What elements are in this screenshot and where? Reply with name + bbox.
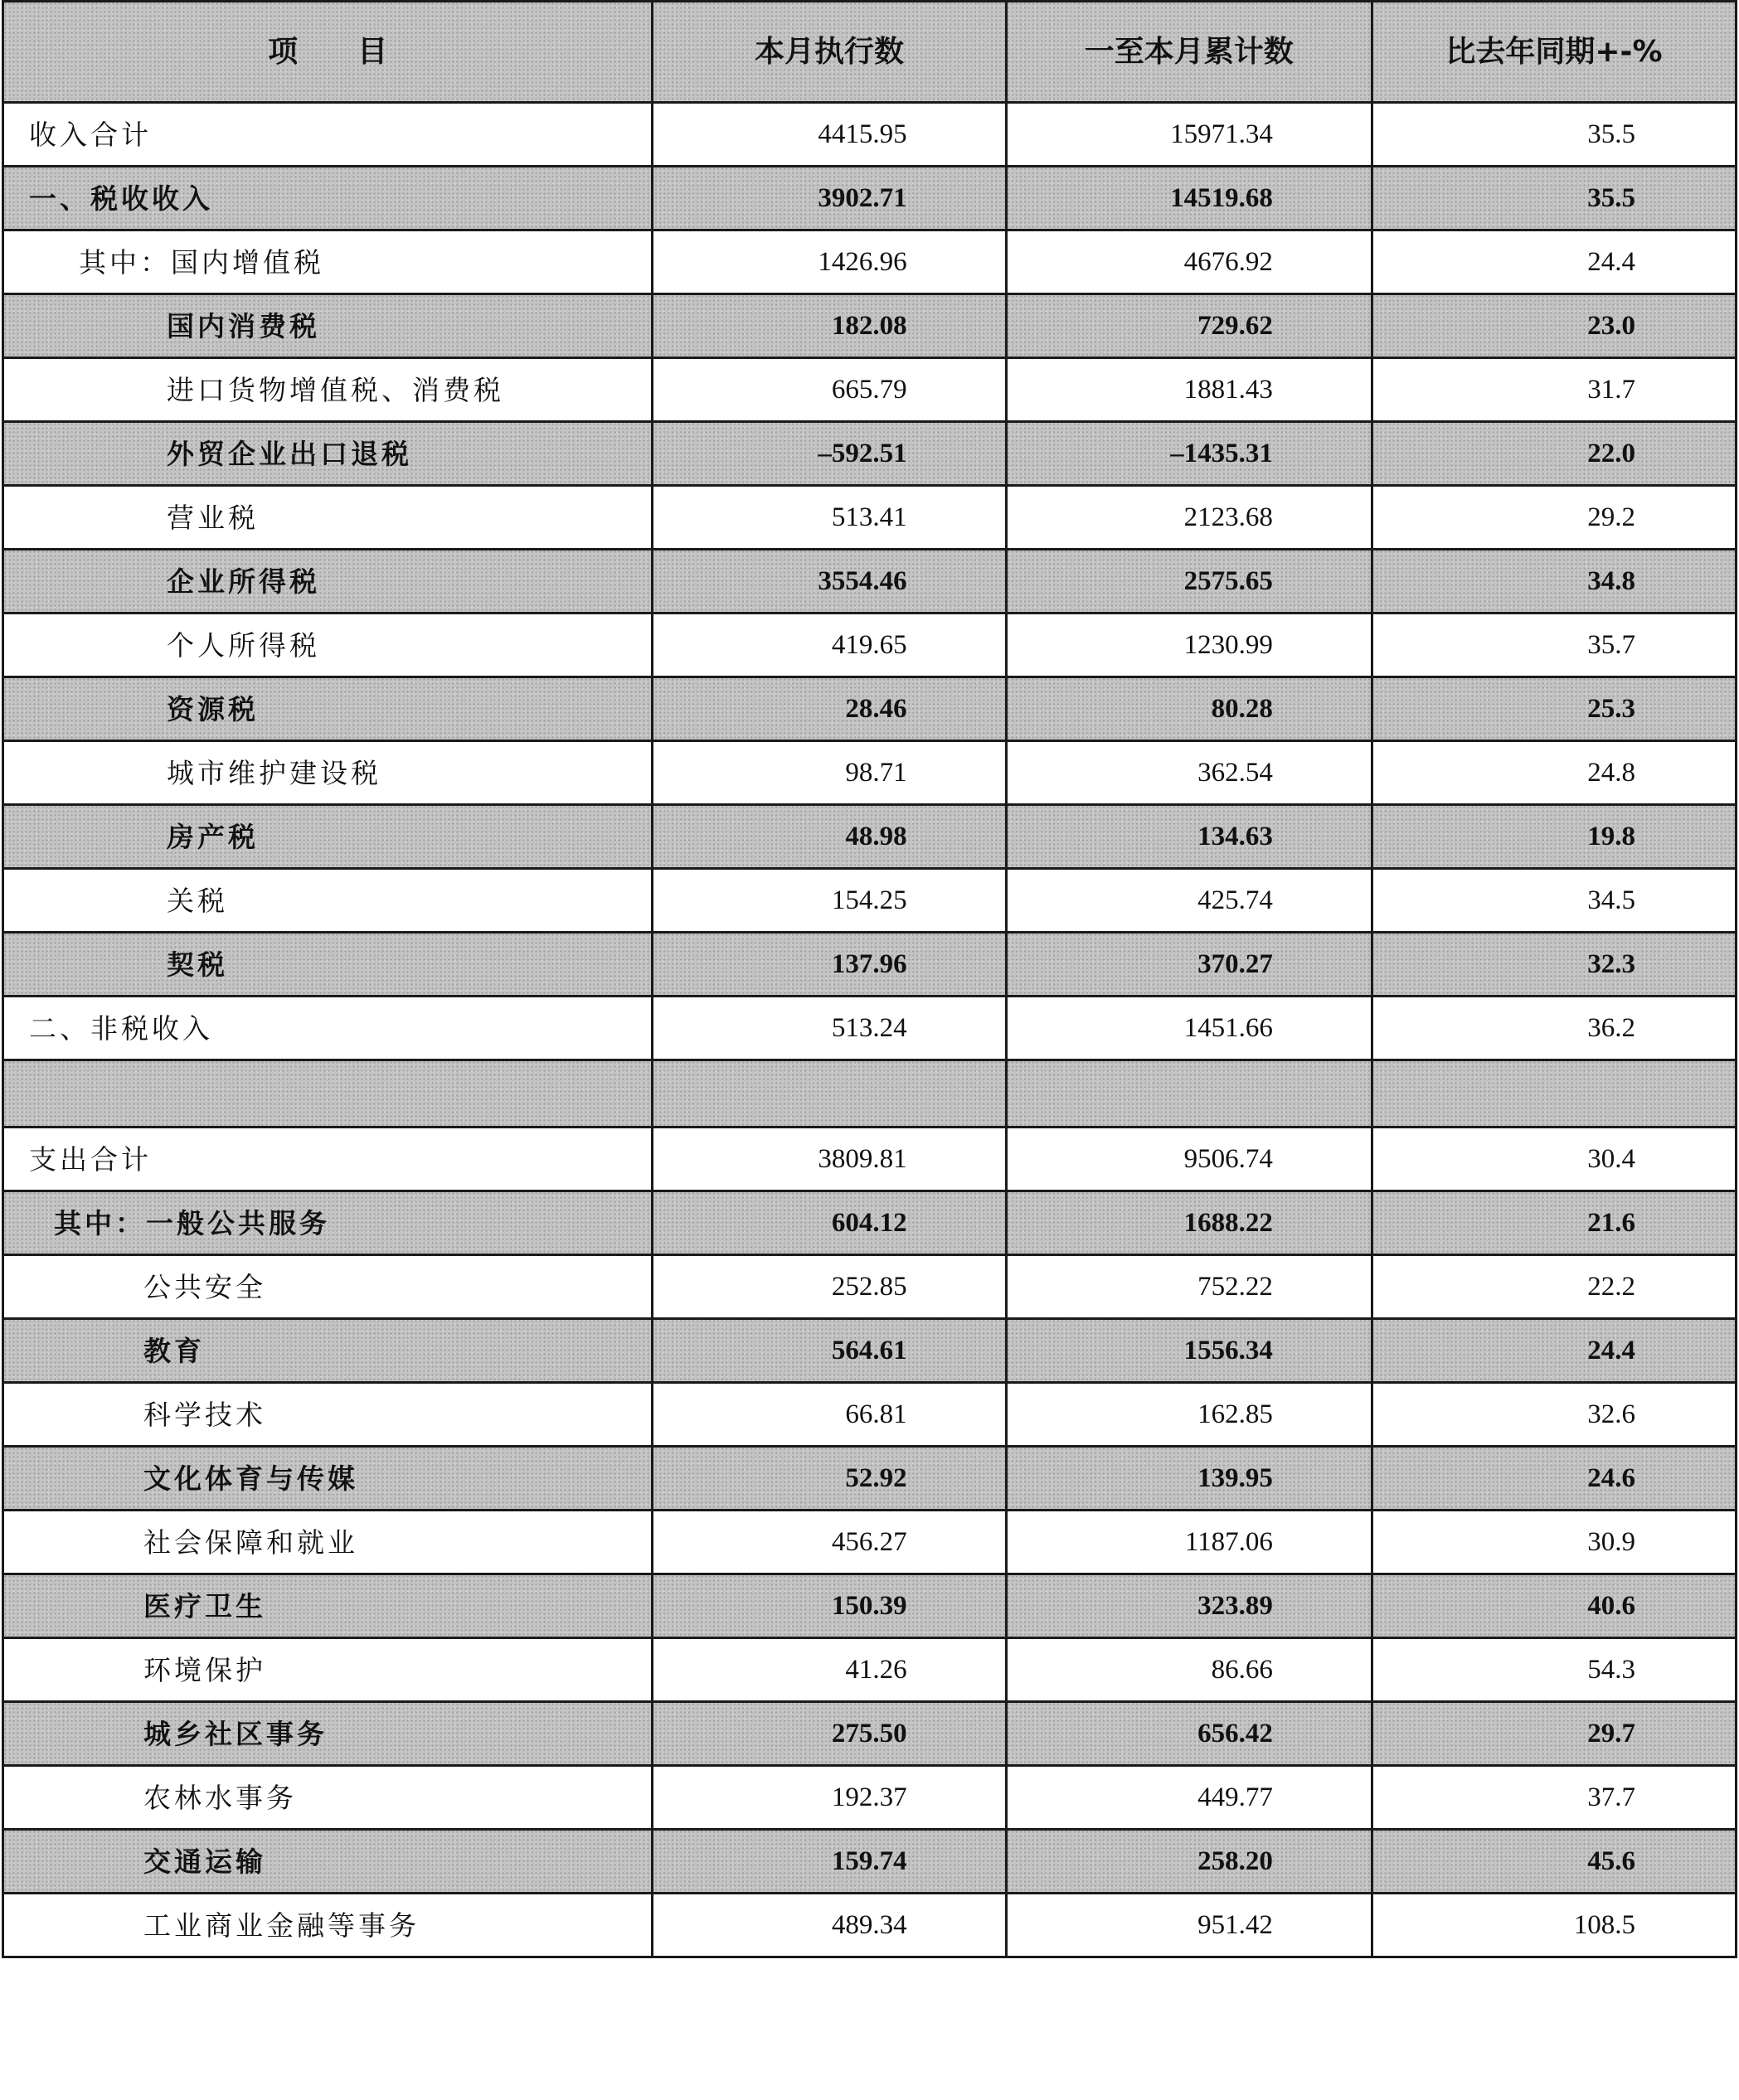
row-cumulative: 656.42 — [1006, 1702, 1372, 1766]
table-row — [3, 1894, 1737, 1957]
row-cumulative: 1556.34 — [1006, 1319, 1372, 1383]
table-row — [3, 1383, 1737, 1447]
row-name: 支出合计 — [3, 1128, 653, 1191]
row-month: 275.50 — [653, 1702, 1006, 1766]
row-name: 城乡社区事务 — [3, 1702, 653, 1766]
table-row — [3, 805, 1737, 869]
row-month: 66.81 — [653, 1383, 1006, 1447]
row-name: 契税 — [3, 933, 653, 997]
row-cumulative: 4676.92 — [1006, 230, 1372, 294]
row-month: 137.96 — [653, 933, 1006, 997]
row-yoy: 31.7 — [1372, 358, 1736, 422]
table-row — [3, 741, 1737, 805]
header-yoy: 比去年同期+-% — [1372, 2, 1736, 103]
row-name: 资源税 — [3, 677, 653, 741]
row-cumulative: 139.95 — [1006, 1447, 1372, 1511]
row-month: 513.41 — [653, 486, 1006, 550]
table-row — [3, 103, 1737, 167]
row-yoy: 22.0 — [1372, 422, 1736, 486]
row-cumulative: –1435.31 — [1006, 422, 1372, 486]
row-cumulative: 729.62 — [1006, 294, 1372, 358]
header-month: 本月执行数 — [653, 2, 1006, 103]
table-row — [3, 422, 1737, 486]
row-yoy: 21.6 — [1372, 1191, 1736, 1255]
table-row — [3, 997, 1737, 1060]
header-item: 项 目 — [3, 2, 653, 103]
row-name: 农林水事务 — [3, 1766, 653, 1830]
row-yoy: 35.5 — [1372, 167, 1736, 230]
row-cumulative: 15971.34 — [1006, 103, 1372, 167]
row-cumulative: 1187.06 — [1006, 1511, 1372, 1574]
row-cumulative: 86.66 — [1006, 1638, 1372, 1702]
row-yoy: 30.9 — [1372, 1511, 1736, 1574]
row-name: 教育 — [3, 1319, 653, 1383]
row-cumulative: 162.85 — [1006, 1383, 1372, 1447]
row-cumulative: 80.28 — [1006, 677, 1372, 741]
table-row — [3, 486, 1737, 550]
row-yoy: 24.6 — [1372, 1447, 1736, 1511]
row-month: 564.61 — [653, 1319, 1006, 1383]
row-name: 房产税 — [3, 805, 653, 869]
row-yoy: 25.3 — [1372, 677, 1736, 741]
row-month: 52.92 — [653, 1447, 1006, 1511]
table-row — [3, 1128, 1737, 1191]
row-yoy: 40.6 — [1372, 1574, 1736, 1638]
row-cumulative: 449.77 — [1006, 1766, 1372, 1830]
table-row — [3, 869, 1737, 933]
row-month: 150.39 — [653, 1574, 1006, 1638]
row-name: 社会保障和就业 — [3, 1511, 653, 1574]
row-yoy: 30.4 — [1372, 1128, 1736, 1191]
row-cumulative: 425.74 — [1006, 869, 1372, 933]
table-row-empty — [3, 1060, 1737, 1128]
row-month: 3809.81 — [653, 1128, 1006, 1191]
row-yoy: 35.5 — [1372, 103, 1736, 167]
row-month: 182.08 — [653, 294, 1006, 358]
row-name: 环境保护 — [3, 1638, 653, 1702]
row-yoy: 32.6 — [1372, 1383, 1736, 1447]
row-name: 交通运输 — [3, 1830, 653, 1894]
row-cumulative: 9506.74 — [1006, 1128, 1372, 1191]
row-yoy: 24.4 — [1372, 1319, 1736, 1383]
row-month: –592.51 — [653, 422, 1006, 486]
row-yoy: 45.6 — [1372, 1830, 1736, 1894]
row-cumulative: 1451.66 — [1006, 997, 1372, 1060]
table-row — [3, 1511, 1737, 1574]
row-yoy: 36.2 — [1372, 997, 1736, 1060]
row-yoy: 32.3 — [1372, 933, 1736, 997]
row-cumulative: 752.22 — [1006, 1255, 1372, 1319]
row-cumulative: 362.54 — [1006, 741, 1372, 805]
row-name: 文化体育与传媒 — [3, 1447, 653, 1511]
row-name: 关税 — [3, 869, 653, 933]
row-month: 513.24 — [653, 997, 1006, 1060]
row-name: 个人所得税 — [3, 614, 653, 677]
row-name: 收入合计 — [3, 103, 653, 167]
row-yoy: 24.4 — [1372, 230, 1736, 294]
row-month: 4415.95 — [653, 103, 1006, 167]
table-row — [3, 614, 1737, 677]
row-cumulative: 1881.43 — [1006, 358, 1372, 422]
row-yoy: 29.2 — [1372, 486, 1736, 550]
table-row — [3, 167, 1737, 230]
table-row — [3, 1702, 1737, 1766]
row-name: 进口货物增值税、消费税 — [3, 358, 653, 422]
fiscal-table — [2, 0, 1737, 1958]
row-name — [3, 1060, 653, 1128]
row-month: 28.46 — [653, 677, 1006, 741]
row-month: 604.12 — [653, 1191, 1006, 1255]
row-cumulative: 323.89 — [1006, 1574, 1372, 1638]
row-month: 489.34 — [653, 1894, 1006, 1957]
row-month: 154.25 — [653, 869, 1006, 933]
table-row — [3, 550, 1737, 614]
row-yoy: 54.3 — [1372, 1638, 1736, 1702]
row-cumulative: 1230.99 — [1006, 614, 1372, 677]
table-row — [3, 1255, 1737, 1319]
row-cumulative: 14519.68 — [1006, 167, 1372, 230]
row-name: 工业商业金融等事务 — [3, 1894, 653, 1957]
row-name: 二、非税收入 — [3, 997, 653, 1060]
table-row — [3, 677, 1737, 741]
table-row — [3, 1574, 1737, 1638]
row-cumulative: 2123.68 — [1006, 486, 1372, 550]
row-name: 城市维护建设税 — [3, 741, 653, 805]
row-name: 企业所得税 — [3, 550, 653, 614]
row-name: 一、税收收入 — [3, 167, 653, 230]
header-cumulative: 一至本月累计数 — [1006, 2, 1372, 103]
row-month: 41.26 — [653, 1638, 1006, 1702]
row-month: 3554.46 — [653, 550, 1006, 614]
row-name: 其中：一般公共服务 — [3, 1191, 653, 1255]
row-yoy: 24.8 — [1372, 741, 1736, 805]
row-month: 665.79 — [653, 358, 1006, 422]
row-cumulative: 2575.65 — [1006, 550, 1372, 614]
row-month: 3902.71 — [653, 167, 1006, 230]
table-row — [3, 1830, 1737, 1894]
row-month: 456.27 — [653, 1511, 1006, 1574]
row-month: 252.85 — [653, 1255, 1006, 1319]
row-name: 科学技术 — [3, 1383, 653, 1447]
table-row — [3, 358, 1737, 422]
row-cumulative — [1006, 1060, 1372, 1128]
row-yoy: 34.8 — [1372, 550, 1736, 614]
row-month — [653, 1060, 1006, 1128]
table-row — [3, 230, 1737, 294]
row-month: 192.37 — [653, 1766, 1006, 1830]
row-name: 公共安全 — [3, 1255, 653, 1319]
row-yoy — [1372, 1060, 1736, 1128]
row-yoy: 22.2 — [1372, 1255, 1736, 1319]
row-name: 营业税 — [3, 486, 653, 550]
row-yoy: 35.7 — [1372, 614, 1736, 677]
row-cumulative: 258.20 — [1006, 1830, 1372, 1894]
row-yoy: 34.5 — [1372, 869, 1736, 933]
row-cumulative: 951.42 — [1006, 1894, 1372, 1957]
table-row — [3, 1447, 1737, 1511]
row-month: 159.74 — [653, 1830, 1006, 1894]
row-month: 419.65 — [653, 614, 1006, 677]
row-month: 1426.96 — [653, 230, 1006, 294]
row-cumulative: 1688.22 — [1006, 1191, 1372, 1255]
table-row — [3, 1766, 1737, 1830]
row-yoy: 23.0 — [1372, 294, 1736, 358]
row-yoy: 29.7 — [1372, 1702, 1736, 1766]
row-name: 国内消费税 — [3, 294, 653, 358]
table-row — [3, 1191, 1737, 1255]
row-cumulative: 370.27 — [1006, 933, 1372, 997]
table-row — [3, 1638, 1737, 1702]
row-name: 医疗卫生 — [3, 1574, 653, 1638]
header-row — [3, 2, 1737, 103]
row-yoy: 108.5 — [1372, 1894, 1736, 1957]
row-month: 98.71 — [653, 741, 1006, 805]
row-name: 其中：国内增值税 — [3, 230, 653, 294]
table-row — [3, 294, 1737, 358]
row-yoy: 19.8 — [1372, 805, 1736, 869]
row-month: 48.98 — [653, 805, 1006, 869]
table-row — [3, 933, 1737, 997]
row-name: 外贸企业出口退税 — [3, 422, 653, 486]
table-row — [3, 1319, 1737, 1383]
row-cumulative: 134.63 — [1006, 805, 1372, 869]
row-yoy: 37.7 — [1372, 1766, 1736, 1830]
